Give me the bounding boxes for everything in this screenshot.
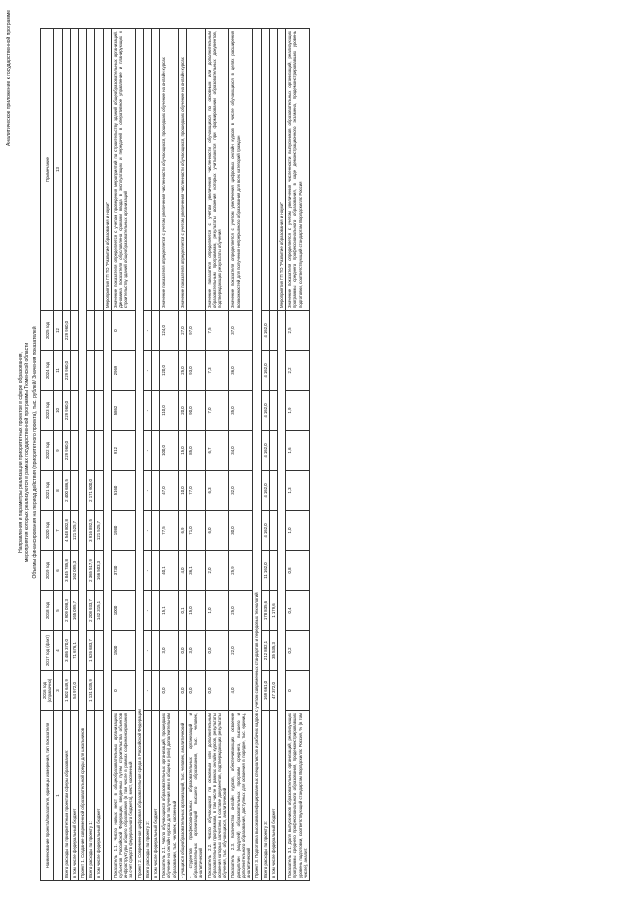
row-value: 229 960,0 bbox=[62, 391, 70, 431]
row-value: 1,3 bbox=[286, 471, 310, 511]
program-row bbox=[103, 29, 111, 881]
col-header-2024: 2024 год bbox=[41, 351, 54, 391]
row-name: Показатель 2.1. Число обучающихся образовательных организаций, прошедших обучение на онлайн курсах для получения ими в общем и (или) дополнительном образовании, тыс. человек, косвенный bbox=[160, 711, 179, 881]
row-name: в том числе федеральный бюджет bbox=[269, 711, 277, 881]
table-header-row bbox=[41, 29, 54, 881]
row-value bbox=[95, 311, 103, 351]
row-name: в том числе федеральный бюджет bbox=[95, 711, 103, 881]
row-value: 3,0 bbox=[160, 631, 179, 671]
table-row bbox=[261, 29, 269, 881]
table-row bbox=[187, 29, 206, 881]
row-name: Всего расходы по проекту 2: bbox=[143, 711, 151, 881]
row-value: 142 315,1 bbox=[95, 591, 103, 631]
row-value bbox=[152, 631, 160, 671]
row-value: 3 916 892,5 bbox=[87, 511, 95, 551]
row-value: 0,2 bbox=[286, 631, 310, 671]
table-row bbox=[269, 29, 277, 881]
row-name: Всего расходы по проекту 1: bbox=[87, 711, 95, 881]
row-value bbox=[152, 551, 160, 591]
row-value: 0,0 bbox=[187, 671, 206, 711]
row-name: Показатель 2.3. Количество онлайн курсов, обеспечивающих освоение дисциплин (модулей) образовательных программ среднего, высшего и дополнительного образования, доступных для освоения в порядке, тыс. единиц, аналитический bbox=[229, 711, 253, 881]
row-value: 54 972,0 bbox=[70, 671, 78, 711]
col-header-2016: 2016 год (справочно) bbox=[41, 671, 54, 711]
row-value: 6,7 bbox=[205, 431, 229, 471]
row-value bbox=[87, 431, 95, 471]
table-row bbox=[87, 29, 95, 881]
row-value: 1,0 bbox=[286, 511, 310, 551]
heading-line-2: мероприятия которых реализуются в рамках государственной программы Тюменской области bbox=[24, 342, 30, 563]
row-note bbox=[187, 29, 206, 311]
row-value bbox=[70, 391, 78, 431]
row-value bbox=[70, 431, 78, 471]
row-value: - bbox=[143, 551, 151, 591]
row-value: 3,0 bbox=[187, 631, 206, 671]
row-value: 6,0 bbox=[205, 511, 229, 551]
row-note: Значение показателя определяется с учетом проведения мероприятий по строительству зданий общеобразовательных организаций. Динамика показателя обусловлена сроками ввода в эксплуатацию и передачей в оперативное управление и планирующих к строительству зданий общеобразовательных организаций bbox=[111, 29, 135, 311]
row-value bbox=[152, 471, 160, 511]
row-value: 2 208 933,7 bbox=[87, 591, 95, 631]
row-value: 0,0 bbox=[178, 671, 186, 711]
row-value: 1500 bbox=[111, 631, 135, 671]
row-value bbox=[70, 311, 78, 351]
row-value: 4 162,0 bbox=[261, 511, 269, 551]
row-value bbox=[95, 351, 103, 391]
row-name: в том числе федеральный бюджет bbox=[152, 711, 160, 881]
row-value: 165 095,7 bbox=[70, 591, 78, 631]
row-value: 110,0 bbox=[160, 391, 179, 431]
row-value: 3 845 785,8 bbox=[62, 551, 70, 591]
col-number: 7 bbox=[54, 511, 62, 551]
row-value: 25,9 bbox=[229, 551, 253, 591]
row-value: 47,0 bbox=[160, 471, 179, 511]
row-note: Значение показателя определяется с учетом увеличения численности обучающихся по основным или дополнительным образовательным программам, результаты освоения которых учитываются при формировании образовательных документов, подтверждающих результаты обучения bbox=[205, 29, 229, 311]
row-value: 178 835,6 bbox=[261, 591, 269, 631]
row-value: 34,0 bbox=[229, 431, 253, 471]
row-value: 25,0 bbox=[178, 351, 186, 391]
row-value: 2 365 517,9 bbox=[87, 551, 95, 591]
row-value: 3730 bbox=[111, 551, 135, 591]
row-note bbox=[87, 29, 95, 311]
row-value: 5160 bbox=[111, 471, 135, 511]
row-value: 40,1 bbox=[160, 551, 179, 591]
row-value bbox=[70, 351, 78, 391]
heading-line-3: Объемы финансирования на период действия (приоритетного проекта), тыс. рублей/ Значения показателей bbox=[32, 326, 38, 579]
table-row bbox=[286, 29, 310, 881]
row-value: 121 525,7 bbox=[95, 511, 103, 551]
row-value: 0,8 bbox=[286, 551, 310, 591]
col-header-2025: 2025 год bbox=[41, 311, 54, 351]
row-value: 1 179,6 bbox=[269, 591, 277, 631]
row-value: 30,0 bbox=[229, 511, 253, 551]
col-number: 3 bbox=[54, 671, 62, 711]
row-name: - учащихся общеобразовательных организаций, тыс. человек, аналитический bbox=[178, 711, 186, 881]
row-value: 10,0 bbox=[178, 471, 186, 511]
col-header-2021: 2021 год bbox=[41, 471, 54, 511]
row-name: Показатель 3.1. Доля выпускников образовательных организаций, реализующих программы среднего профессионального образования, продемонстрировавших уровень подготовки, соответствующий стандартам Ворлдскиллс Россия, % (в том числе), аналит. bbox=[286, 711, 310, 881]
row-value: 1,6 bbox=[286, 431, 310, 471]
row-value bbox=[152, 511, 160, 551]
col-header-2022: 2022 год bbox=[41, 431, 54, 471]
row-note: Значение показателя определяется с учетом увеличения численности обучающихся, прошедших обучение на онлайн курсах bbox=[160, 29, 179, 311]
row-value: 4 162,0 bbox=[261, 471, 269, 511]
heading-line-1: Направления и параметры реализации приоритетных проектов в сфере образования, bbox=[18, 352, 24, 553]
row-value bbox=[152, 311, 160, 351]
row-value: - bbox=[143, 591, 151, 631]
row-value bbox=[152, 671, 160, 711]
row-value: - bbox=[143, 351, 151, 391]
section-title: Проект 3. Подготовка высококвалифицированных специалистов и рабочих кадров с учетом современных стандартов и передовых технологий bbox=[253, 29, 261, 881]
row-value: 35 535,3 bbox=[269, 631, 277, 671]
row-value: 120,0 bbox=[160, 351, 179, 391]
row-name: Показатель 1.1. Число новых мест в общеобразовательных организациях субъектов Российской Федерации, введенных путем строительства объектов инфраструктуры общего образования (в том числе в рамках софинансирования за счет средств федерального бюджета), мест, косвенный bbox=[111, 711, 135, 881]
col-number: 9 bbox=[54, 431, 62, 471]
row-value: 32,0 bbox=[229, 471, 253, 511]
program-label: Мероприятия ГП ТО "Развитие образования и науки" bbox=[277, 29, 285, 311]
col-header-2017: 2017 год (факт) bbox=[41, 631, 54, 671]
row-value: 15,0 bbox=[187, 591, 206, 631]
row-value: 2,5 bbox=[286, 311, 310, 351]
section-title: Проект 1. Создание современной образовательной среды для школьников bbox=[79, 29, 87, 881]
row-value: 124,0 bbox=[160, 311, 179, 351]
col-number: 5 bbox=[54, 591, 62, 631]
row-value: 22,0 bbox=[229, 631, 253, 671]
row-value bbox=[95, 471, 103, 511]
program-label: Мероприятия ГП ТО "Развитие образования и науки" bbox=[103, 29, 111, 311]
col-header-name: Наименование проекта/показателя, единицы измерения, тип показателя bbox=[41, 711, 54, 881]
row-value: 0,4 bbox=[286, 591, 310, 631]
row-value: 7,5 bbox=[205, 311, 229, 351]
section-title: Проект 2. Современная цифровая образовательная среда в Российской Федерации bbox=[135, 29, 143, 881]
row-value: 3 486 370,0 bbox=[62, 631, 70, 671]
row-name: Всего расходы по проекту 3: bbox=[261, 711, 269, 881]
row-name: Всего расходы по приоритетным проектам сферы образования: bbox=[62, 711, 70, 881]
row-value: 6,9 bbox=[178, 511, 186, 551]
row-value: 11 162,0 bbox=[261, 551, 269, 591]
row-value: 2 171 600,0 bbox=[87, 471, 95, 511]
row-value: 1 626 683,7 bbox=[87, 631, 95, 671]
row-value bbox=[152, 351, 160, 391]
row-value: 15,1 bbox=[160, 591, 179, 631]
row-value: 85,0 bbox=[187, 431, 206, 471]
table-row bbox=[111, 29, 135, 881]
program-row bbox=[277, 29, 285, 881]
row-value: 121 525,7 bbox=[70, 511, 78, 551]
row-value: 93,0 bbox=[187, 351, 206, 391]
row-value: 1980 bbox=[111, 511, 135, 551]
table-row bbox=[70, 29, 78, 881]
row-value: 4 162,0 bbox=[261, 431, 269, 471]
row-value: 212 882,1 bbox=[261, 631, 269, 671]
row-value: 47 372,0 bbox=[269, 671, 277, 711]
table-row bbox=[95, 29, 103, 881]
row-value: 229 960,0 bbox=[62, 431, 70, 471]
row-name: - студентов профессиональных образовательных организаций и образовательных организаций высшего образования, тыс. человек, аналитический bbox=[187, 711, 206, 881]
row-value: 0 bbox=[111, 311, 135, 351]
col-number: 1 bbox=[54, 711, 62, 881]
row-note bbox=[269, 29, 277, 311]
table-row bbox=[205, 29, 229, 881]
col-number: 8 bbox=[54, 471, 62, 511]
row-value bbox=[269, 471, 277, 511]
row-name: в том числе федеральный бюджет bbox=[70, 711, 78, 881]
row-value: - bbox=[143, 671, 151, 711]
table-row bbox=[143, 29, 151, 881]
col-number: 13 bbox=[54, 29, 62, 311]
row-note: Значение показателя определяется с учетом увеличения цифровых онлайн курсов в числе обучающихся в целях расширения возможностей для получения непрерывного образования для всех категорий граждан bbox=[229, 29, 253, 311]
row-value bbox=[152, 591, 160, 631]
col-number: 4 bbox=[54, 631, 62, 671]
row-value: 71,0 bbox=[187, 511, 206, 551]
row-note bbox=[95, 29, 103, 311]
col-number: 12 bbox=[54, 311, 62, 351]
row-value: 7,0 bbox=[205, 391, 229, 431]
row-value: - bbox=[143, 431, 151, 471]
row-value: 27,0 bbox=[178, 311, 186, 351]
col-number: 10 bbox=[54, 391, 62, 431]
row-value: 162 095,3 bbox=[70, 551, 78, 591]
table-row bbox=[152, 29, 160, 881]
row-value: 2,0 bbox=[205, 551, 229, 591]
row-value: 2969 bbox=[111, 351, 135, 391]
column-numbers-row bbox=[54, 29, 62, 881]
row-value: 169 661,0 bbox=[261, 671, 269, 711]
row-value: 2 909 098,3 bbox=[62, 591, 70, 631]
row-value: 100,0 bbox=[160, 431, 179, 471]
row-value: 4 162,0 bbox=[261, 391, 269, 431]
row-value bbox=[95, 391, 103, 431]
row-value: 0 bbox=[286, 671, 310, 711]
projects-table bbox=[40, 28, 310, 881]
row-value bbox=[269, 311, 277, 351]
row-value: 71 676,1 bbox=[70, 631, 78, 671]
project-3-title bbox=[253, 29, 261, 881]
col-header-2023: 2023 год bbox=[41, 391, 54, 431]
row-value bbox=[95, 631, 103, 671]
row-value bbox=[269, 511, 277, 551]
blank-cell bbox=[103, 311, 111, 881]
row-value: 912 bbox=[111, 431, 135, 471]
col-number: 6 bbox=[54, 551, 62, 591]
row-value: 229 960,0 bbox=[62, 351, 70, 391]
col-header-2018: 2018 год bbox=[41, 591, 54, 631]
table-row bbox=[62, 29, 70, 881]
row-value: 0,1 bbox=[178, 591, 186, 631]
row-value: 35,0 bbox=[229, 391, 253, 431]
row-value: 0 bbox=[111, 671, 135, 711]
col-header-2019: 2019 год bbox=[41, 551, 54, 591]
row-value: 1000 bbox=[111, 591, 135, 631]
row-value: 20,0 bbox=[178, 391, 186, 431]
row-value bbox=[269, 351, 277, 391]
row-value bbox=[87, 351, 95, 391]
row-note bbox=[143, 29, 151, 311]
header-note: Аналитическое приложение к государственной программе bbox=[6, 10, 12, 146]
row-value: - bbox=[143, 391, 151, 431]
row-value: 25,0 bbox=[229, 591, 253, 631]
row-value bbox=[95, 431, 103, 471]
row-value: 4 162,0 bbox=[261, 351, 269, 391]
row-value: 0,0 bbox=[205, 631, 229, 671]
col-header-2020: 2020 год bbox=[41, 511, 54, 551]
row-value: 4 162,0 bbox=[261, 311, 269, 351]
row-value bbox=[152, 391, 160, 431]
table-row bbox=[160, 29, 179, 881]
row-value bbox=[95, 671, 103, 711]
row-value: - bbox=[143, 511, 151, 551]
row-value: 229 960,0 bbox=[62, 311, 70, 351]
row-value: 0,0 bbox=[178, 631, 186, 671]
col-header-note: Примечание bbox=[41, 29, 54, 311]
row-value: 77,5 bbox=[160, 511, 179, 551]
row-value bbox=[87, 311, 95, 351]
project-2-title bbox=[135, 29, 143, 881]
project-1-title bbox=[79, 29, 87, 881]
row-value: - bbox=[143, 311, 151, 351]
row-value: 37,0 bbox=[229, 311, 253, 351]
col-number: 11 bbox=[54, 351, 62, 391]
row-note bbox=[62, 29, 70, 311]
row-value: 166 503,3 bbox=[95, 551, 103, 591]
row-value bbox=[269, 391, 277, 431]
row-value: 6,3 bbox=[205, 471, 229, 511]
row-value: 36,1 bbox=[187, 551, 206, 591]
row-value bbox=[269, 551, 277, 591]
row-note bbox=[152, 29, 160, 311]
table-row bbox=[178, 29, 186, 881]
row-value: 4,0 bbox=[229, 671, 253, 711]
row-value bbox=[269, 431, 277, 471]
row-value: 36,0 bbox=[229, 351, 253, 391]
row-name: Показатель 2.2. Число обучающихся по основным или дополнительным образовательным программам, в том числе в рамках онлайн курсов, результаты освоения которых засчитаны в составе документов, подтверждающих результаты обучения, тыс. обучающихся, аналитический bbox=[205, 711, 229, 881]
row-note bbox=[261, 29, 269, 311]
row-value bbox=[87, 391, 95, 431]
row-value: 1 131 035,9 bbox=[87, 671, 95, 711]
row-value bbox=[70, 471, 78, 511]
row-value: 1 502 649,9 bbox=[62, 671, 70, 711]
row-value: 90,0 bbox=[187, 391, 206, 431]
row-value: 1,9 bbox=[286, 391, 310, 431]
row-value: 4,0 bbox=[178, 551, 186, 591]
row-value: 2 400 686,5 bbox=[62, 471, 70, 511]
row-value: 97,0 bbox=[187, 311, 206, 351]
row-value: 77,0 bbox=[187, 471, 206, 511]
row-note: Значение показателя определяется с учетом увеличения численности обучающихся, прошедших обучение на онлайн курсах bbox=[178, 29, 186, 311]
row-value: 7,3 bbox=[205, 351, 229, 391]
row-note bbox=[70, 29, 78, 311]
row-value: - bbox=[143, 471, 151, 511]
row-value: 5862 bbox=[111, 391, 135, 431]
row-value: 2,2 bbox=[286, 351, 310, 391]
table-row bbox=[229, 29, 253, 881]
row-value: - bbox=[143, 631, 151, 671]
row-value: 1,0 bbox=[205, 591, 229, 631]
blank-cell bbox=[277, 311, 285, 881]
row-value bbox=[152, 431, 160, 471]
row-value: 15,0 bbox=[178, 431, 186, 471]
row-value: 0,0 bbox=[205, 671, 229, 711]
row-value: 0,0 bbox=[160, 671, 179, 711]
row-note: Значение показателя определяется с учетом увеличения численности выпускников образовательных организаций, реализующих программы среднего профессионального образования, в ходе демонстрационного экзамена, продемонстрировавших уровень подготовки, соответствующий стандартам Ворлдскиллс Россия bbox=[286, 29, 310, 311]
row-value: 4 548 802,8 bbox=[62, 511, 70, 551]
